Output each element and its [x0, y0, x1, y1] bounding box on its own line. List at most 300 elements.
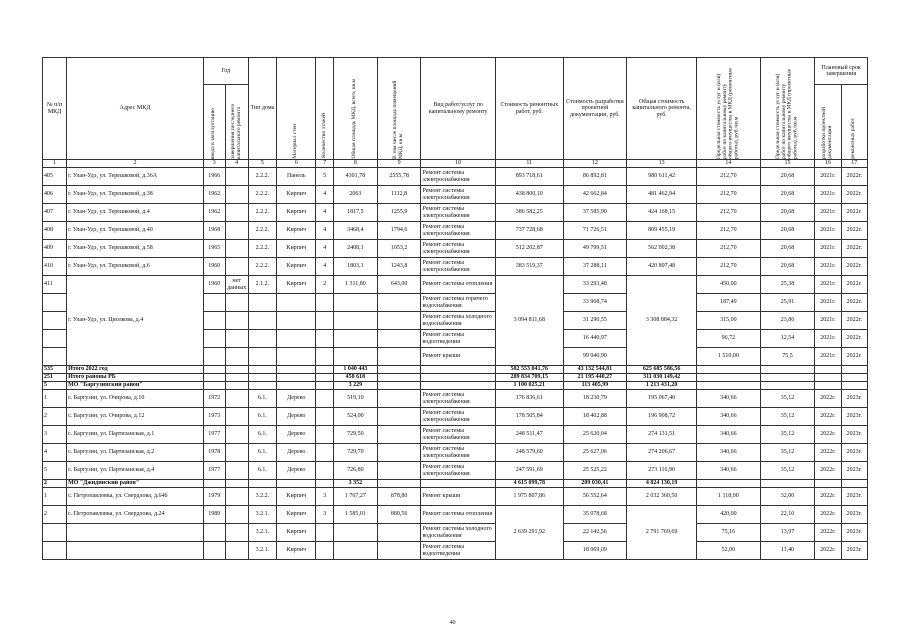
table-cell: 562 002,38 — [627, 240, 697, 258]
table-cell: 2.1.2. — [248, 276, 276, 294]
table-cell: 2021г. — [815, 258, 841, 276]
table-cell: Итого районы РБ — [67, 374, 204, 382]
table-cell: Кирпич — [277, 186, 316, 204]
table-cell: 20,68 — [760, 258, 815, 276]
empty-cell — [225, 480, 248, 488]
table-cell: Ремонт системы электроснабжения — [421, 168, 495, 186]
table-cell: 274 206,67 — [627, 444, 697, 462]
empty-cell — [377, 348, 421, 366]
header-wall: Материал стен — [277, 58, 316, 160]
empty-cell — [377, 366, 421, 374]
table-cell: 1 040 443 — [333, 366, 377, 374]
empty-cell — [248, 366, 276, 374]
empty-cell — [225, 524, 248, 542]
table-cell: 3 308 884,32 — [627, 276, 697, 366]
empty-cell — [377, 382, 421, 390]
table-cell: 49 799,51 — [563, 240, 626, 258]
table-cell: Дерево — [277, 462, 316, 480]
table-cell: 3 — [316, 506, 334, 524]
empty-cell — [225, 506, 248, 524]
table-cell: 2023г. — [841, 506, 867, 524]
empty-cell — [248, 294, 276, 312]
table-cell: Ремонт системы электроснабжения — [421, 204, 495, 222]
table-cell: 2021г. — [815, 348, 841, 366]
empty-cell — [225, 312, 248, 330]
table-cell: 37 585,90 — [563, 204, 626, 222]
table-row — [43, 390, 868, 408]
table-cell: Кирпич — [277, 204, 316, 222]
empty-cell — [841, 382, 867, 390]
empty-cell — [377, 374, 421, 382]
table-cell: 2022г. — [841, 186, 867, 204]
empty-cell — [697, 366, 760, 374]
table-cell: 2 — [43, 506, 67, 524]
table-cell: 75,16 — [697, 524, 760, 542]
table-cell: 3.2.1. — [248, 524, 276, 542]
empty-cell — [377, 444, 421, 462]
header-address: Адрес МКД — [67, 58, 204, 160]
empty-cell — [333, 542, 377, 560]
table-cell: Кирпич — [277, 542, 316, 560]
table-cell: 4 824 130,19 — [627, 480, 697, 488]
header-cost-works: Стоимость ремонтных работ, руб. — [495, 58, 563, 160]
table-cell: 340,66 — [697, 408, 760, 426]
table-cell: 13 — [627, 160, 697, 168]
table-cell: 2 — [43, 480, 67, 488]
table-cell: 405 — [43, 168, 67, 186]
table-cell: 980 611,42 — [627, 168, 697, 186]
table-cell: 56 552,64 — [563, 488, 626, 506]
table-cell: 75,5 — [760, 348, 815, 366]
table-cell: 209 030,41 — [563, 480, 626, 488]
table-cell: 176 836,61 — [495, 390, 563, 408]
table-cell: Ремонт системы электроснабжения — [421, 240, 495, 258]
empty-cell — [377, 480, 421, 488]
table-cell: 4 — [316, 186, 334, 204]
table-cell: 2021г. — [815, 240, 841, 258]
table-cell: 248 511,47 — [495, 426, 563, 444]
header-house-type: Тип дома — [248, 58, 276, 160]
table-cell: 35,12 — [760, 408, 815, 426]
table-cell: 420 807,48 — [627, 258, 697, 276]
table-cell: 71 726,51 — [563, 222, 626, 240]
table-cell: 9 — [377, 160, 421, 168]
table-cell: с. Петропавловка, ул. Свердлова, д.24 — [67, 506, 204, 524]
table-cell: 2022г. — [815, 408, 841, 426]
table-cell: 1962 — [203, 204, 225, 222]
table-cell: 25,91 — [760, 294, 815, 312]
empty-cell — [316, 382, 334, 390]
empty-cell — [377, 524, 421, 542]
header-deadline: Плановый срок завершения — [815, 58, 868, 85]
table-row — [43, 524, 868, 542]
table-cell: 25 620,04 — [563, 426, 626, 444]
table-cell: 2021г. — [815, 330, 841, 348]
table-cell: 4 — [316, 222, 334, 240]
table-cell: 289 834 709,15 — [495, 374, 563, 382]
table-cell: 4 615 099,78 — [495, 480, 563, 488]
empty-cell — [67, 524, 204, 542]
table-row — [43, 462, 868, 480]
table-cell: Ремонт системы водоотведения — [421, 330, 495, 348]
table-cell — [225, 204, 248, 222]
table-cell: 2022г. — [841, 204, 867, 222]
empty-cell — [316, 480, 334, 488]
table-cell: 2022г. — [815, 426, 841, 444]
table-cell: 37 288,11 — [563, 258, 626, 276]
table-cell: 10 — [421, 160, 495, 168]
table-cell: с. Баргузин, ул. Очирова, д.12 — [67, 408, 204, 426]
empty-cell — [225, 426, 248, 444]
table-cell: 113 405,99 — [563, 382, 626, 390]
table-cell: Дерево — [277, 408, 316, 426]
header-living-area: В том числе площадь помещений МКД, кв.м — [377, 58, 421, 160]
table-cell: 2.2.2. — [248, 186, 276, 204]
table-cell: Кирпич — [277, 524, 316, 542]
table-cell: 2022г. — [841, 258, 867, 276]
table-cell: 408 — [43, 222, 67, 240]
table-cell: 25 525,22 — [563, 462, 626, 480]
table-cell: 6.1. — [248, 408, 276, 426]
table-cell: 3 094 811,68 — [495, 276, 563, 366]
table-cell: 726,80 — [333, 462, 377, 480]
header-max-cost: Предельная стоимость услуг и (или) работ по капитальному ремонту общего имущества в МКД (ремонтные работы), руб./кв.м — [697, 58, 760, 160]
empty-cell — [203, 312, 225, 330]
empty-cell — [248, 382, 276, 390]
table-cell: 1 510,00 — [697, 348, 760, 366]
table-cell: 2023г. — [841, 542, 867, 560]
table-row — [43, 240, 868, 258]
table-row — [43, 222, 868, 240]
empty-cell — [248, 348, 276, 366]
table-cell — [225, 168, 248, 186]
table-cell: Ремонт системы электроснабжения — [421, 186, 495, 204]
table-cell: г. Улан-Удэ, ул. Терешковой, д.4 — [67, 204, 204, 222]
empty-cell — [316, 426, 334, 444]
table-cell: 1972 — [203, 390, 225, 408]
table-cell: 1 — [43, 160, 67, 168]
table-cell: 411 — [43, 276, 67, 294]
table-cell: 420,00 — [697, 506, 760, 524]
table-cell: Ремонт системы горячего водоснабжения — [421, 294, 495, 312]
empty-cell — [277, 480, 316, 488]
empty-cell — [421, 480, 495, 488]
empty-cell — [43, 542, 67, 560]
table-cell: Дерево — [277, 426, 316, 444]
table-cell: 1965 — [203, 240, 225, 258]
table-cell: 2023г. — [841, 462, 867, 480]
table-cell: 2022г. — [841, 294, 867, 312]
table-cell: Ремонт системы электроснабжения — [421, 222, 495, 240]
table-cell: 273 116,90 — [627, 462, 697, 480]
empty-cell — [815, 382, 841, 390]
table-cell: Ремонт системы электроснабжения — [421, 444, 495, 462]
table-cell: 2 639 291,92 — [495, 506, 563, 560]
table-cell: 409 — [43, 240, 67, 258]
table-cell: 2022г. — [815, 444, 841, 462]
header-total-cost: Общая стоимость капитального ремонта, руб. — [627, 58, 697, 160]
empty-cell — [377, 542, 421, 560]
table-cell: Панель — [277, 168, 316, 186]
table-cell: 4 — [316, 204, 334, 222]
table-cell: 248 579,60 — [495, 444, 563, 462]
table-cell: 1978 — [203, 444, 225, 462]
table-cell: Ремонт системы отопления — [421, 276, 495, 294]
empty-cell — [316, 312, 334, 330]
table-cell: 2.2.2. — [248, 204, 276, 222]
table-cell: 6 — [277, 160, 316, 168]
table-cell: 42 662,84 — [563, 186, 626, 204]
table-cell: 481 462,94 — [627, 186, 697, 204]
empty-cell — [377, 330, 421, 348]
table-row — [43, 488, 868, 506]
empty-cell — [697, 382, 760, 390]
empty-cell — [841, 366, 867, 374]
table-cell: 15 — [760, 160, 815, 168]
table-cell: 6.1. — [248, 390, 276, 408]
table-cell: 1112,8 — [377, 186, 421, 204]
table-row — [43, 426, 868, 444]
table-cell: г. Улан-Удэ, ул. Терешковой, д.6 — [67, 258, 204, 276]
page-number: 40 — [449, 620, 456, 626]
table-cell: 33 968,74 — [563, 294, 626, 312]
empty-cell — [333, 524, 377, 542]
table-cell: 35,12 — [760, 390, 815, 408]
table-cell: 1817,5 — [333, 204, 377, 222]
table-cell: 1977 — [203, 426, 225, 444]
table-cell: с. Баргузин, ул. Очирова, д.10 — [67, 390, 204, 408]
table-cell: г. Улан-Удэ, ул. Терешковой, д.38 — [67, 186, 204, 204]
table-cell: 625 685 586,56 — [627, 366, 697, 374]
empty-cell — [277, 312, 316, 330]
table-cell: 410 — [43, 258, 67, 276]
table-cell: 196 908,72 — [627, 408, 697, 426]
table-cell: 35 078,68 — [563, 506, 626, 524]
table-cell: 2021г. — [815, 168, 841, 186]
table-cell: 25 627,06 — [563, 444, 626, 462]
empty-cell — [697, 374, 760, 382]
empty-cell — [421, 382, 495, 390]
table-cell: МО "Джидинский район" — [67, 480, 204, 488]
table-cell: Кирпич — [277, 488, 316, 506]
table-cell: 247 591,69 — [495, 462, 563, 480]
table-cell: 2063 — [333, 186, 377, 204]
empty-cell — [43, 294, 67, 312]
table-cell: 2022г. — [815, 462, 841, 480]
table-cell: 1 767,27 — [333, 488, 377, 506]
empty-cell — [43, 348, 67, 366]
table-cell: с. Баргузин, ул. Партизанская, д.2 — [67, 444, 204, 462]
table-cell: 2023г. — [841, 408, 867, 426]
table-cell: 2022г. — [841, 330, 867, 348]
empty-cell — [316, 444, 334, 462]
total-row — [43, 366, 868, 374]
document-page — [42, 57, 868, 560]
table-cell: 21 195 440,27 — [563, 374, 626, 382]
table-cell — [225, 240, 248, 258]
table-cell: Кирпич — [277, 258, 316, 276]
table-cell: 52,00 — [697, 542, 760, 560]
empty-cell — [333, 330, 377, 348]
empty-cell — [248, 330, 276, 348]
table-cell: 1968 — [203, 222, 225, 240]
table-cell: 187,49 — [697, 294, 760, 312]
header-cost-docs: Стоимость разработки проектной документации, руб. — [563, 58, 626, 160]
empty-cell — [316, 330, 334, 348]
table-cell: 893 718,61 — [495, 168, 563, 186]
table-cell: 7 — [316, 160, 334, 168]
table-cell: 3 — [43, 426, 67, 444]
table-cell: Итого 2022 год — [67, 366, 204, 374]
table-cell: 43 132 544,81 — [563, 366, 626, 374]
empty-cell — [248, 312, 276, 330]
table-cell: 6.1. — [248, 426, 276, 444]
table-cell: 99 040,90 — [563, 348, 626, 366]
empty-cell — [316, 408, 334, 426]
table-cell: 1960 — [203, 276, 225, 294]
table-cell: 1979 — [203, 488, 225, 506]
table-cell: 524,00 — [333, 408, 377, 426]
table-cell: 340,66 — [697, 426, 760, 444]
table-cell: Ремонт системы холодного водоснабжения — [421, 312, 495, 330]
table-cell: 311 030 149,42 — [627, 374, 697, 382]
table-cell: 86 892,81 — [563, 168, 626, 186]
empty-cell — [203, 542, 225, 560]
table-cell: 2022г. — [841, 276, 867, 294]
empty-cell — [203, 330, 225, 348]
table-cell: МО "Баргузинский район" — [67, 382, 204, 390]
table-row — [43, 276, 868, 294]
table-cell: г. Улан-Удэ, ул. Циолкова, д.4 — [67, 276, 204, 366]
table-cell: 178 505,84 — [495, 408, 563, 426]
table-cell: 5 — [248, 160, 276, 168]
table-cell: Ремонт системы электроснабжения — [421, 258, 495, 276]
table-cell: 2022г. — [815, 524, 841, 542]
table-cell: 14 — [697, 160, 760, 168]
header-no: № п/п МКД — [43, 58, 67, 160]
table-cell: 2023г. — [841, 524, 867, 542]
table-cell: 2022г. — [815, 488, 841, 506]
table-cell: 18 069,09 — [563, 542, 626, 560]
table-cell: с. Петропавловка, ул. Свердлова, д.64б — [67, 488, 204, 506]
empty-cell — [377, 426, 421, 444]
repair-program-table — [42, 57, 868, 560]
column-numbers-row — [43, 160, 868, 168]
table-cell: 195 067,40 — [627, 390, 697, 408]
table-cell: 1053,2 — [377, 240, 421, 258]
table-cell: 2.2.2. — [248, 168, 276, 186]
table-cell: Ремонт системы электроснабжения — [421, 462, 495, 480]
table-cell: нет данных — [225, 276, 248, 294]
empty-cell — [277, 294, 316, 312]
table-cell: Ремонт крыши — [421, 488, 495, 506]
table-cell: 1803,1 — [333, 258, 377, 276]
table-cell: 1 975 807,86 — [495, 488, 563, 506]
table-cell: 4 — [43, 444, 67, 462]
empty-cell — [377, 462, 421, 480]
table-cell: 2 — [43, 408, 67, 426]
empty-cell — [225, 390, 248, 408]
table-cell: 729,50 — [333, 426, 377, 444]
table-cell: 18 402,88 — [563, 408, 626, 426]
empty-cell — [760, 480, 815, 488]
empty-cell — [815, 374, 841, 382]
table-cell: Кирпич — [277, 240, 316, 258]
empty-cell — [43, 524, 67, 542]
empty-cell — [225, 294, 248, 312]
table-cell: 2.2.2. — [248, 222, 276, 240]
table-cell: 3 352 — [333, 480, 377, 488]
header-deadline-docs: разработки проектной документации — [815, 85, 841, 160]
table-cell: 4 — [316, 258, 334, 276]
table-cell: 340,66 — [697, 444, 760, 462]
table-row — [43, 204, 868, 222]
table-cell: 2023г. — [841, 390, 867, 408]
table-cell: 5 — [43, 382, 67, 390]
empty-cell — [203, 294, 225, 312]
table-cell: Ремонт крыши — [421, 348, 495, 366]
empty-cell — [277, 374, 316, 382]
table-cell: 274 131,51 — [627, 426, 697, 444]
table-cell: Кирпич — [277, 506, 316, 524]
empty-cell — [421, 374, 495, 382]
table-cell: 2.2.2. — [248, 258, 276, 276]
table-cell: 2021г. — [815, 186, 841, 204]
table-cell: Ремонт системы электроснабжения — [421, 426, 495, 444]
table-cell: 729,70 — [333, 444, 377, 462]
empty-cell — [225, 366, 248, 374]
empty-cell — [225, 374, 248, 382]
table-cell: 2 — [316, 276, 334, 294]
empty-cell — [841, 374, 867, 382]
table-cell: 3 — [316, 488, 334, 506]
table-cell: 1243,8 — [377, 258, 421, 276]
table-cell: 582 553 041,76 — [495, 366, 563, 374]
table-cell: г. Улан-Удэ, ул. Терешковой, д.58 — [67, 240, 204, 258]
table-cell: Дерево — [277, 444, 316, 462]
table-cell: 11,40 — [760, 542, 815, 560]
table-cell: 22,10 — [760, 506, 815, 524]
table-cell: 17 — [841, 160, 867, 168]
table-cell: 11 — [495, 160, 563, 168]
table-cell: 1966 — [203, 168, 225, 186]
table-cell — [225, 258, 248, 276]
table-cell: 20,68 — [760, 186, 815, 204]
table-cell: 2555,78 — [377, 168, 421, 186]
empty-cell — [815, 366, 841, 374]
table-cell: 20,68 — [760, 240, 815, 258]
table-cell: 96,72 — [697, 330, 760, 348]
empty-cell — [333, 312, 377, 330]
empty-cell — [203, 382, 225, 390]
table-cell: 212,70 — [697, 258, 760, 276]
table-cell: 1 — [43, 390, 67, 408]
table-cell: 2021г. — [815, 294, 841, 312]
table-cell: Ремонт системы электроснабжения — [421, 390, 495, 408]
empty-cell — [203, 524, 225, 542]
table-cell: 4 — [316, 240, 334, 258]
table-cell: Кирпич — [277, 276, 316, 294]
table-cell: 407 — [43, 204, 67, 222]
table-cell: 5 — [43, 462, 67, 480]
table-cell: 2 032 360,50 — [627, 488, 697, 506]
table-cell: 535 — [43, 366, 67, 374]
empty-cell — [760, 366, 815, 374]
table-cell: 251 — [43, 374, 67, 382]
table-cell: 1977 — [203, 462, 225, 480]
empty-cell — [760, 382, 815, 390]
table-cell: 340,66 — [697, 390, 760, 408]
